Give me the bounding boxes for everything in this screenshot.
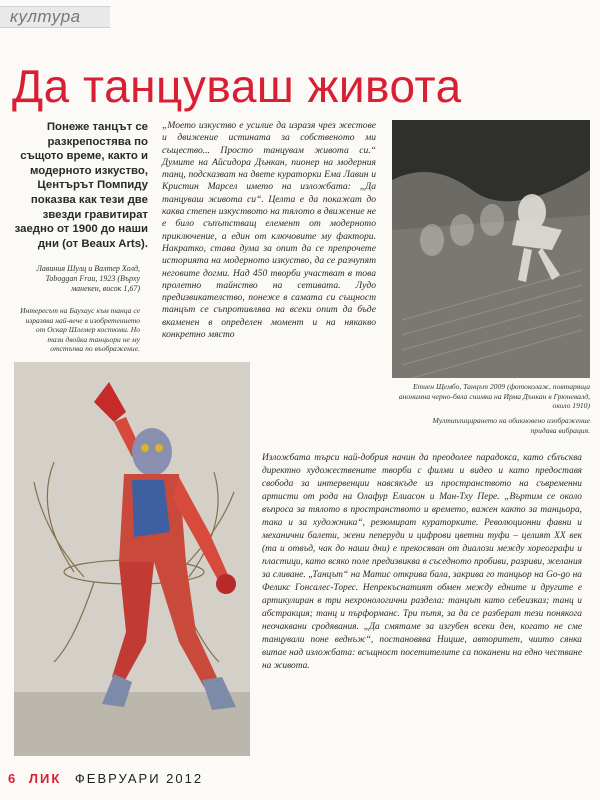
headline: Да танцуваш живота bbox=[12, 60, 462, 112]
page-number: 6 bbox=[8, 771, 18, 786]
body-column-2: Изложбата търси най-добрия начин да преодолее парадокса, като сблъсква директно художествените творби с филми и видео и като предоставя свобода за интервенции навсякъде из пространството на съвременни артисти от рода на Олафур Елиасон и Ман-Тху Пере. „Въртим се около въпроса за тялото в пространството и времето, важен както за танцьора, така и за художника“, резюмират кураторките. Революционни фавни и механични балети, жени пеперуди и цифрови цветни туфи – целият ХХ век (та и отвъд, чак до наши дни) е прекосяван от диалози между хореографи и пластици, като всяко поле предизвиква в съседното пробиви, разриви, желания за сливане. „Танцът“ на Матис открива бала, закрива го танцьор на Go-go на Феликс Гонсалес-Торес. Непрекъснатият обмен между едните и другите е артикулиран в три нехронологични раздела: танцът като себеизказ; танц и абстракция; танц и пърформанс. Три пътя, за да се разберат тези понякога неочаквани сродявания. „Да смятаме за изгубен всеки ден, когато не сме танцували поне веднъж“, постановява Ницше, авторитет, чиито сянка витае над изложбата: всъщност посетителите са поканени на едно честване на живота. bbox=[262, 453, 582, 671]
dance-photo-graphic bbox=[392, 120, 590, 378]
section-label-text: култура bbox=[10, 7, 81, 26]
photo-bw-caption: Етиен Щембо, Танцът 2009 (фотоколаж, повтаряща анонимна черно-бяла снимка на Ирма Дънкан в Грюневалд, около 1910) bbox=[398, 382, 590, 410]
page-footer bbox=[8, 771, 203, 786]
dance-photo-collage bbox=[392, 120, 590, 378]
mannequin-graphic bbox=[14, 362, 250, 756]
bauhaus-caption: Лавиния Шулц и Валтер Холд, Toboggan Frau, 1923 (Върху манекен, висок 1,67) bbox=[36, 264, 140, 293]
magazine-name: ЛИК bbox=[28, 771, 62, 786]
issue-date: ФЕВРУАРИ 2012 bbox=[74, 771, 204, 786]
body-column-1: „Моето изкуство е усилие да изразя чрез жестове и движение истината за собственото ми същество... Просто танцувам живота си.“ Думите на Айсидора Дънкан, пионер на модерния танц, подсказват на двете кураторки Ема Лавин и Кристин Марсел името на изложбата: „Да танцуваш живота си“. Целта е да покажат до каква степен изкуството на тялото в движение не е било съпътстващ елемент от модерното приключение, а един от ключовите му фактори. Накратко, става дума за опит да се препрочете историята на модерното изкуство, да се разчупят неговите догми. Над 450 творби участват в това пролетно тайнство на сетивата. Лудо предизвикателство, понеже в самата си същност танцът се съпротивлява на всеки опит да бъде вкаменен в определен момент и на някакво конкретно място bbox=[162, 120, 376, 341]
section-label bbox=[0, 6, 110, 28]
photo-bw-note: Мултиплицирането на обикновено изображение придава вибрация. bbox=[432, 416, 590, 435]
bauhaus-note: Интересът на Баухаус към танца се изразява най-вече в изобретението от Оскар Шлемер костюми. Но тази двойка танцьори не му отстъпва по въображение. bbox=[20, 306, 140, 354]
lead-paragraph: Понеже танцът се разкрепостява по същото време, както и модерното изкуство, Центърът Помпиду показва как тези две звезди гравитират заедно от 1900 до наши дни (от Beaux Arts). bbox=[14, 121, 148, 250]
mannequin-photo bbox=[14, 362, 250, 756]
